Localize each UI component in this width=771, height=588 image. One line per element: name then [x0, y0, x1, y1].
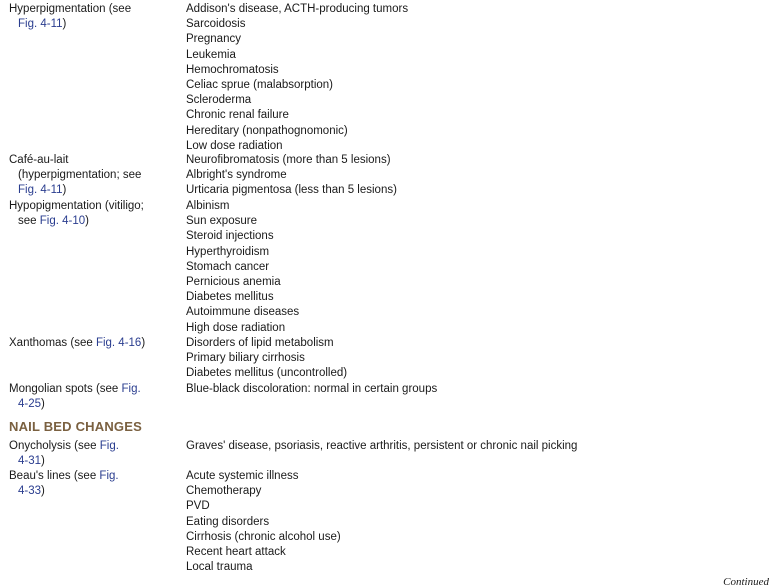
condition-item: Disorders of lipid metabolism: [186, 337, 334, 349]
condition-item: Graves' disease, psoriasis, reactive arthritis, persistent or chronic nail picking: [186, 440, 578, 452]
condition-item: Stomach cancer: [186, 260, 270, 273]
row-conditions: [186, 199, 766, 336]
condition-item: Pregnancy: [186, 33, 241, 46]
row-conditions: [186, 2, 766, 154]
condition-item: Urticaria pigmentosa (less than 5 lesions): [186, 184, 397, 197]
term-text: ): [141, 337, 146, 349]
term-text: ): [41, 455, 45, 468]
figure-link[interactable]: Fig. 4-11: [18, 18, 63, 31]
term-text: Beau's lines (see: [9, 470, 100, 482]
figure-link[interactable]: 4-31: [18, 455, 42, 468]
condition-item: Neurofibromatosis (more than 5 lesions): [186, 154, 391, 166]
term-line: [9, 153, 179, 168]
condition-item: Scleroderma: [186, 94, 252, 107]
row-conditions: [186, 439, 766, 454]
condition-item: Low dose radiation: [186, 139, 283, 152]
term-line: [9, 469, 179, 484]
condition-item: Albright's syndrome: [186, 169, 287, 182]
condition-item: Addison's disease, ACTH-producing tumors: [186, 3, 409, 15]
row-term: [9, 2, 179, 32]
term-line: [9, 454, 179, 469]
condition-item: Hemochromatosis: [186, 63, 279, 76]
condition-item: Eating disorders: [186, 515, 270, 528]
row-term: [9, 469, 179, 499]
term-text: Café-au-lait: [9, 154, 69, 166]
term-line: [9, 183, 179, 198]
condition-item: Celiac sprue (malabsorption): [186, 79, 334, 92]
condition-item: Autoimmune diseases: [186, 306, 300, 319]
row-term: [9, 336, 179, 351]
term-text: Xanthomas (see: [9, 337, 96, 349]
condition-item: Cirrhosis (chronic alcohol use): [186, 530, 341, 543]
condition-item: Albinism: [186, 200, 230, 212]
condition-item: Hyperthyroidism: [186, 245, 270, 258]
condition-item: Chemotherapy: [186, 485, 262, 498]
condition-item: Steroid injections: [186, 230, 274, 243]
condition-item: Chronic renal failure: [186, 109, 289, 122]
figure-link[interactable]: Fig.: [121, 383, 141, 395]
term-text: ): [41, 398, 45, 411]
row-conditions: [186, 336, 766, 382]
term-text: ): [62, 18, 67, 31]
term-line: [9, 214, 179, 229]
term-text: Hypopigmentation (vitiligo;: [9, 200, 144, 212]
figure-link[interactable]: 4-33: [18, 485, 42, 498]
term-line: [9, 397, 179, 412]
term-line: [9, 336, 179, 351]
term-line: [9, 17, 179, 32]
row-conditions: [186, 469, 766, 575]
figure-link[interactable]: 4-25: [18, 398, 42, 411]
condition-item: Blue-black discoloration: normal in certain groups: [186, 383, 438, 395]
figure-link[interactable]: Fig. 4-11: [18, 184, 63, 197]
row-term: [9, 199, 179, 229]
term-text: (hyperpigmentation; see: [18, 169, 142, 182]
row-conditions: [186, 153, 766, 199]
continued-note: Continued: [723, 576, 769, 588]
figure-link[interactable]: Fig.: [99, 440, 119, 452]
figure-link[interactable]: Fig. 4-10: [39, 215, 86, 228]
condition-item: High dose radiation: [186, 321, 286, 334]
condition-item: Leukemia: [186, 48, 236, 61]
row-term: [9, 382, 179, 412]
section-heading: NAIL BED CHANGES: [9, 419, 142, 434]
condition-item: Sun exposure: [186, 215, 257, 228]
term-line: [9, 2, 179, 17]
condition-item: Hereditary (nonpathognomonic): [186, 124, 348, 137]
row-conditions: [186, 382, 766, 397]
term-text: see: [18, 215, 40, 228]
condition-item: Local trauma: [186, 561, 253, 574]
term-line: [9, 199, 179, 214]
term-text: ): [41, 485, 45, 498]
row-term: [9, 439, 179, 469]
row-term: [9, 153, 179, 199]
condition-item: Diabetes mellitus (uncontrolled): [186, 367, 348, 380]
term-text: Onycholysis (see: [9, 440, 100, 452]
condition-item: Primary biliary cirrhosis: [186, 352, 305, 365]
condition-item: PVD: [186, 500, 210, 513]
term-text: Mongolian spots (see: [9, 383, 122, 395]
condition-item: Diabetes mellitus: [186, 291, 274, 304]
condition-item: Pernicious anemia: [186, 276, 281, 289]
condition-item: Sarcoidosis: [186, 18, 246, 31]
term-text: Hyperpigmentation (see: [9, 3, 132, 15]
term-text: ): [62, 184, 67, 197]
term-line: [9, 439, 179, 454]
condition-item: Recent heart attack: [186, 546, 286, 559]
figure-link[interactable]: Fig. 4-16: [95, 337, 142, 349]
condition-item: Acute systemic illness: [186, 470, 299, 482]
term-line: [9, 382, 179, 397]
term-line: [9, 168, 179, 183]
term-line: [9, 484, 179, 499]
term-text: ): [85, 215, 89, 228]
figure-link[interactable]: Fig.: [99, 470, 119, 482]
